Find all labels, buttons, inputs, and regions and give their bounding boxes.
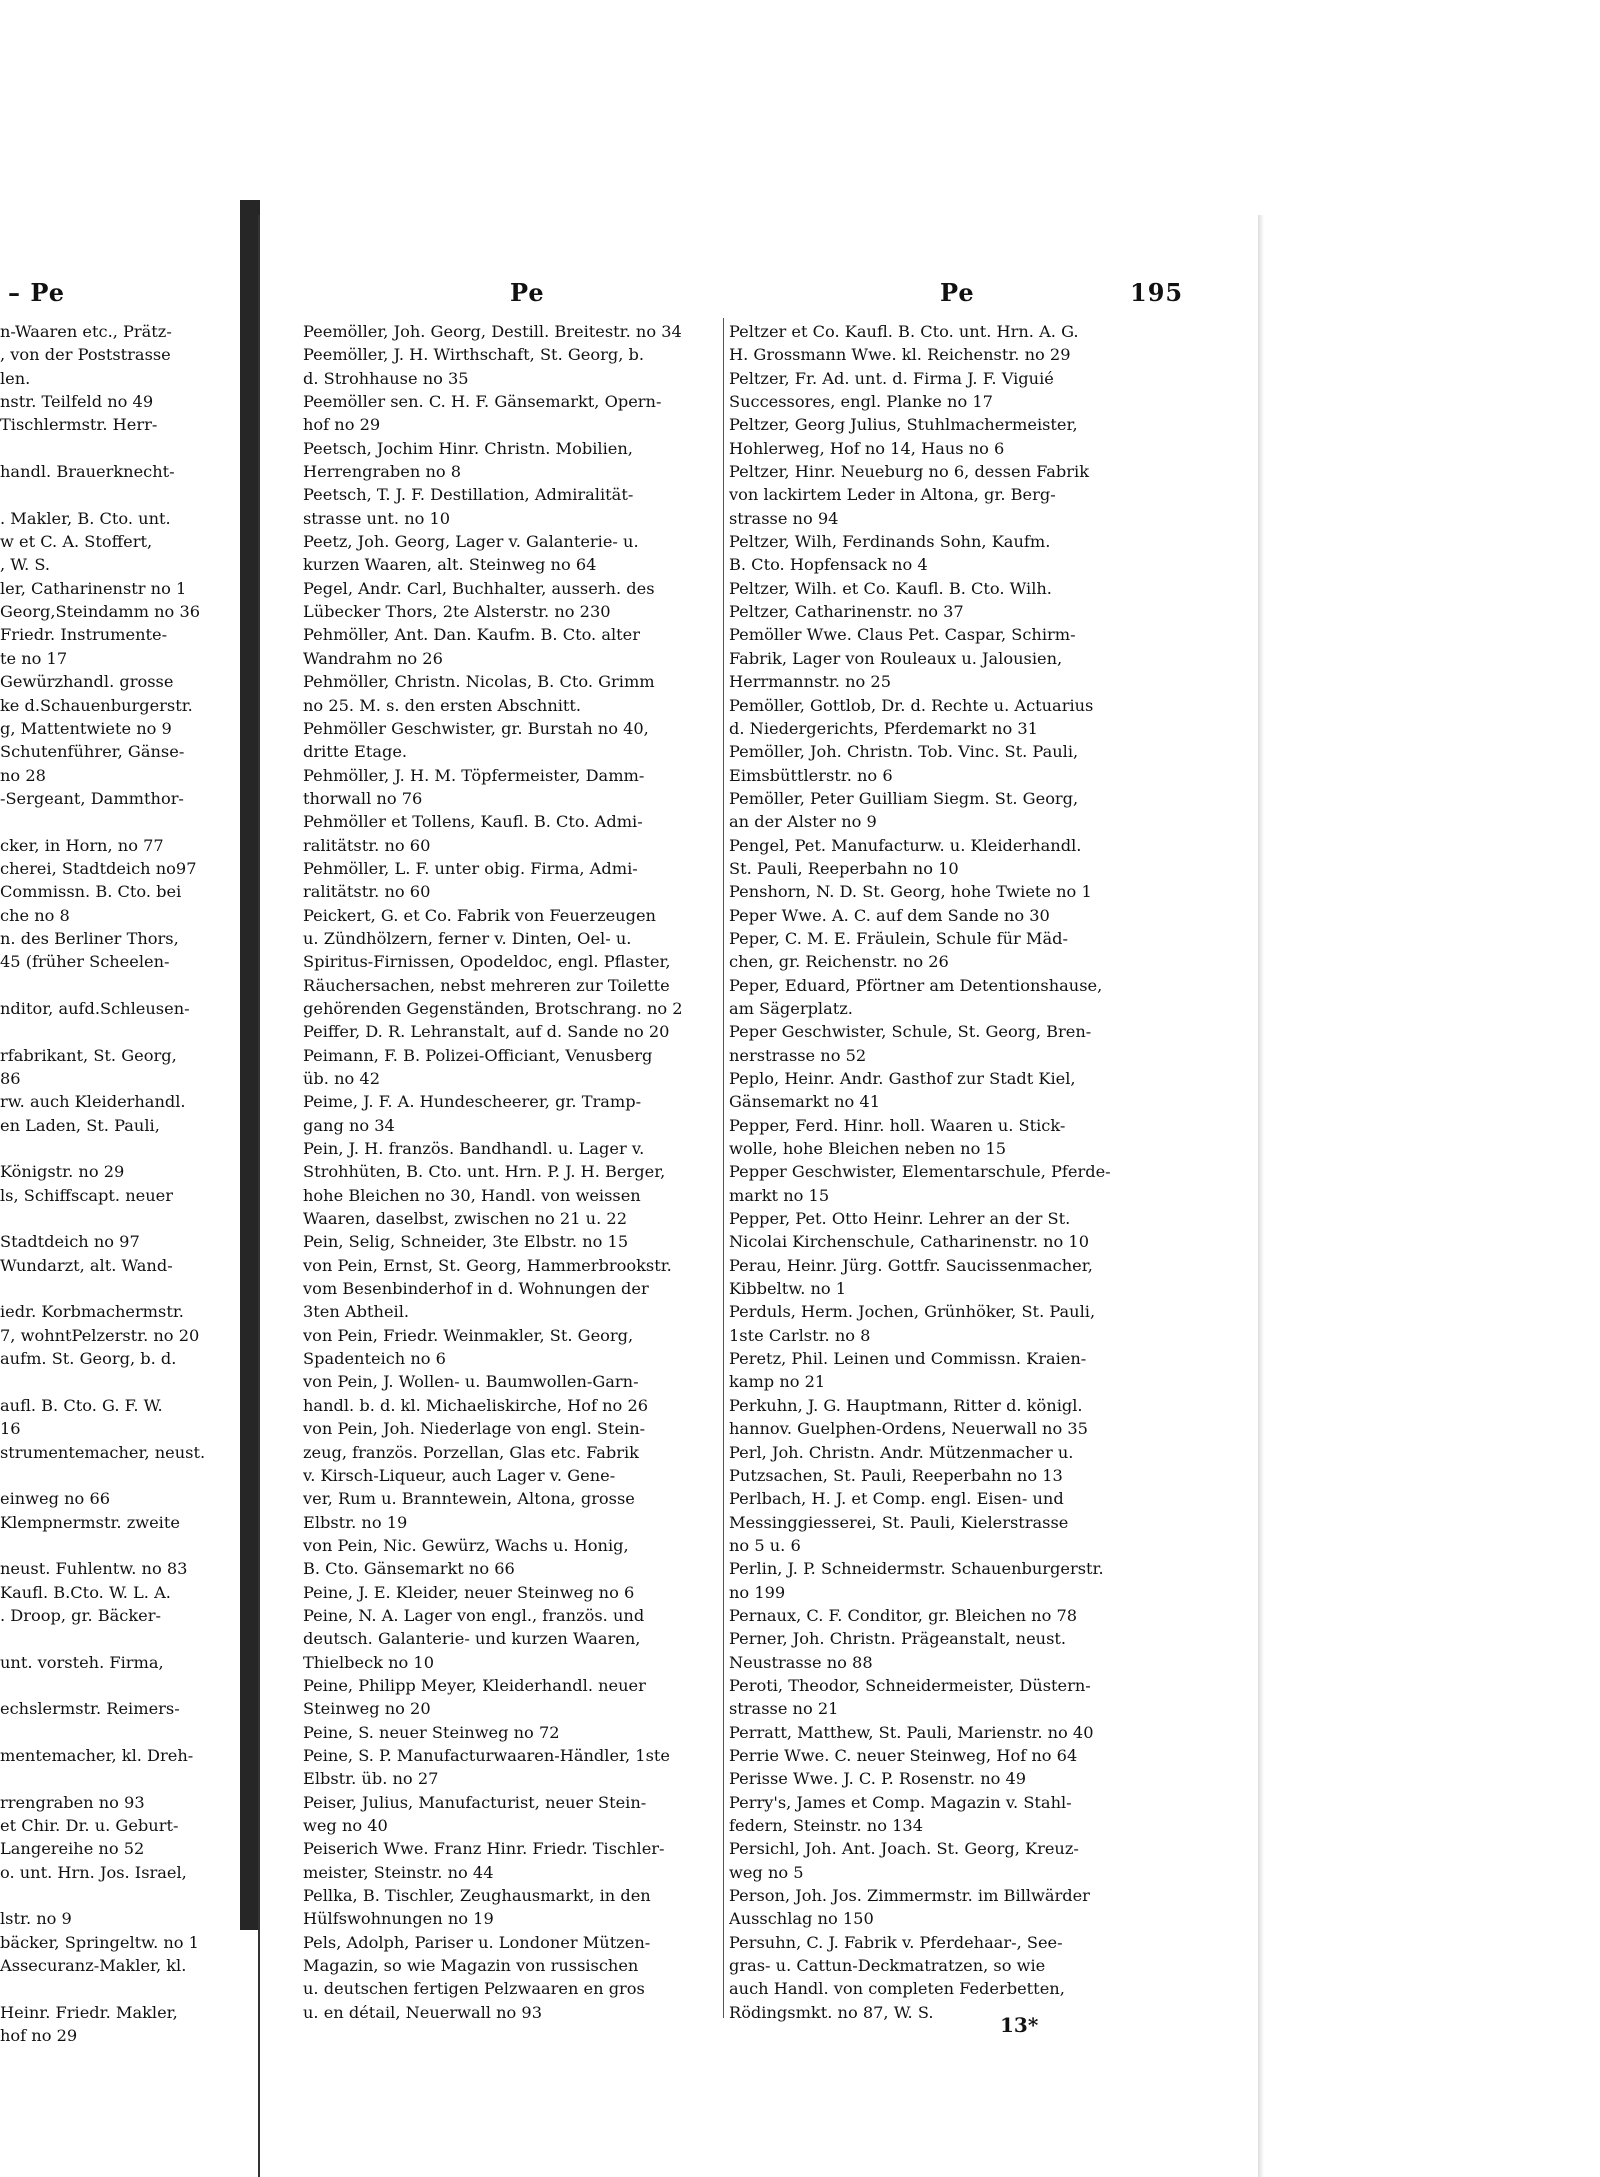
directory-line: Peltzer, Wilh, Ferdinands Sohn, Kaufm. (729, 532, 1051, 552)
directory-line: Spiritus-Firnissen, Opodeldoc, engl. Pflaster, (303, 952, 671, 972)
directory-line: 86 (0, 1069, 21, 1088)
directory-line: Perduls, Herm. Jochen, Grünhöker, St. Pauli, (729, 1302, 1096, 1322)
directory-line: meister, Steinstr. no 44 (303, 1862, 494, 1882)
directory-line: Peemöller, Joh. Georg, Destill. Breitestr. no 34 (303, 322, 682, 341)
directory-line: no 199 (729, 1582, 786, 1602)
directory-line: aufm. St. Georg, b. d. (0, 1349, 177, 1369)
directory-line: d. Strohhause no 35 (303, 368, 469, 388)
directory-line: Gewürzhandl. grosse (0, 672, 174, 692)
directory-line: bäcker, Springeltw. no 1 (0, 1932, 199, 1952)
directory-line: Perlin, J. P. Schneidermstr. Schauenburgerstr. (729, 1559, 1104, 1579)
directory-line: Rödingsmkt. no 87, W. S. (729, 2002, 934, 2022)
directory-line: Pepper Geschwister, Elementarschule, Pferde- (729, 1162, 1111, 1182)
signature-mark: 13* (1000, 2013, 1039, 2037)
directory-line (0, 974, 232, 997)
directory-line: Peplo, Heinr. Andr. Gasthof zur Stadt Kiel, (729, 1069, 1076, 1088)
directory-line: Königstr. no 29 (0, 1162, 125, 1182)
directory-line (0, 1977, 232, 2000)
directory-line (0, 810, 232, 833)
directory-line: ralitätstr. no 60 (303, 882, 431, 902)
directory-line: ler, Catharinenstr no 1 (0, 578, 187, 598)
directory-line: Heinr. Friedr. Makler, (0, 2002, 178, 2022)
directory-line: wolle, hohe Bleichen neben no 15 (729, 1139, 1007, 1159)
page-edge (1258, 215, 1264, 2177)
directory-line: Pengel, Pet. Manufacturw. u. Kleiderhandl. (729, 835, 1082, 855)
directory-line (0, 1767, 232, 1790)
directory-line: u. en détail, Neuerwall no 93 (303, 2002, 543, 2022)
directory-line: Fabrik, Lager von Rouleaux u. Jalousien, (729, 648, 1063, 668)
directory-line: Perau, Heinr. Jürg. Gottfr. Saucissenmacher, (729, 1255, 1093, 1275)
directory-line: Perrie Wwe. C. neuer Steinweg, Hof no 64 (729, 1745, 1078, 1765)
left-page-header: – Pe (8, 278, 66, 307)
directory-line: Klempnermstr. zweite (0, 1512, 180, 1532)
directory-line: von Pein, Nic. Gewürz, Wachs u. Honig, (303, 1535, 629, 1555)
directory-line: Pemöller, Joh. Christn. Tob. Vinc. St. Pauli, (729, 742, 1079, 762)
directory-line: v. Kirsch-Liqueur, auch Lager v. Gene- (303, 1465, 616, 1485)
directory-line: Peickert, G. et Co. Fabrik von Feuerzeugen (303, 905, 656, 925)
directory-line: Spadenteich no 6 (303, 1349, 446, 1369)
directory-line: rfabrikant, St. Georg, (0, 1045, 177, 1065)
directory-line: Lübecker Thors, 2te Alsterstr. no 230 (303, 602, 611, 622)
directory-line: strasse no 94 (729, 508, 839, 528)
directory-line: Peper Wwe. A. C. auf dem Sande no 30 (729, 905, 1050, 925)
directory-line: Peltzer, Georg Julius, Stuhlmachermeister, (729, 415, 1078, 435)
directory-line: kamp no 21 (729, 1372, 826, 1392)
directory-line: 45 (früher Scheelen- (0, 952, 170, 972)
directory-line (0, 1464, 232, 1487)
directory-line: che no 8 (0, 905, 70, 925)
middle-column-header: Pe (510, 278, 545, 307)
directory-line: Pein, J. H. französ. Bandhandl. u. Lager v. (303, 1139, 645, 1159)
directory-line (0, 1370, 232, 1393)
directory-line: nerstrasse no 52 (729, 1045, 867, 1065)
directory-line (0, 1137, 232, 1160)
book-gutter (240, 200, 260, 1930)
directory-line: weg no 5 (729, 1862, 804, 1882)
directory-line: Peiser, Julius, Manufacturist, neuer Stein- (303, 1792, 647, 1812)
directory-line: , von der Poststrasse (0, 345, 171, 365)
directory-line: strasse unt. no 10 (303, 508, 451, 528)
directory-line: 7, wohntPelzerstr. no 20 (0, 1325, 200, 1345)
directory-line: -Sergeant, Dammthor- (0, 788, 184, 808)
directory-line: Perl, Joh. Christn. Andr. Mützenmacher u. (729, 1442, 1074, 1462)
directory-line: Räuchersachen, nebst mehreren zur Toilette (303, 975, 670, 995)
directory-line: ver, Rum u. Branntewein, Altona, grosse (303, 1489, 635, 1509)
directory-line: o. unt. Hrn. Jos. Israel, (0, 1862, 187, 1882)
directory-line: Magazin, so wie Magazin von russischen (303, 1956, 639, 1976)
directory-line: no 5 u. 6 (729, 1535, 801, 1555)
directory-line: Perry's, James et Comp. Magazin v. Stahl- (729, 1792, 1072, 1812)
directory-line: Pemöller, Gottlob, Dr. d. Rechte u. Actuarius (729, 695, 1094, 715)
directory-line: en Laden, St. Pauli, (0, 1115, 160, 1135)
directory-line: Georg,Steindamm no 36 (0, 602, 201, 622)
directory-line: Pernaux, C. F. Conditor, gr. Bleichen no 78 (729, 1605, 1078, 1625)
directory-line: 3ten Abtheil. (303, 1302, 410, 1322)
directory-line: Peiserich Wwe. Franz Hinr. Friedr. Tischler- (303, 1839, 665, 1859)
directory-line: 1ste Carlstr. no 8 (729, 1325, 871, 1345)
directory-line: Elbstr. no 19 (303, 1512, 408, 1532)
directory-line: ke d.Schauenburgerstr. (0, 695, 193, 715)
column-divider (723, 318, 724, 2018)
directory-line: gehörenden Gegenständen, Brotschrang. no 2 (303, 998, 683, 1018)
directory-line: rw. auch Kleiderhandl. (0, 1092, 186, 1112)
directory-line: Tischlermstr. Herr- (0, 415, 158, 435)
directory-line: Peemöller, J. H. Wirthschaft, St. Georg, b. (303, 345, 645, 365)
directory-line: Pemöller, Peter Guilliam Siegm. St. Georg, (729, 788, 1079, 808)
directory-line: n-Waaren etc., Prätz- (0, 322, 172, 341)
directory-line: Peretz, Phil. Leinen und Commissn. Kraien- (729, 1349, 1087, 1369)
directory-line: weg no 40 (303, 1816, 388, 1835)
directory-line: Persichl, Joh. Ant. Joach. St. Georg, Kreuz- (729, 1839, 1079, 1859)
directory-line: Pehmöller et Tollens, Kaufl. B. Cto. Admi- (303, 812, 643, 832)
directory-line: dritte Etage. (303, 742, 408, 762)
directory-line: Peemöller sen. C. H. F. Gänsemarkt, Opern- (303, 392, 662, 412)
directory-line: Peine, S. neuer Steinweg no 72 (303, 1722, 560, 1742)
directory-line: Peltzer et Co. Kaufl. B. Cto. unt. Hrn. A. G. (729, 322, 1079, 341)
directory-line: Hülfswohnungen no 19 (303, 1909, 494, 1929)
directory-line: iedr. Korbmachermstr. (0, 1302, 184, 1322)
directory-line: Perratt, Matthew, St. Pauli, Marienstr. no 40 (729, 1722, 1094, 1742)
directory-line: B. Cto. Gänsemarkt no 66 (303, 1559, 515, 1579)
directory-line: markt no 15 (729, 1185, 830, 1205)
directory-line: Peltzer, Catharinenstr. no 37 (729, 602, 964, 622)
directory-line: Langereihe no 52 (0, 1839, 145, 1859)
directory-line: chen, gr. Reichenstr. no 26 (729, 952, 949, 972)
directory-line: Peltzer, Wilh. et Co. Kaufl. B. Cto. Wilh. (729, 578, 1052, 598)
directory-line: Peime, J. F. A. Hundescheerer, gr. Tramp- (303, 1092, 642, 1112)
directory-line: an der Alster no 9 (729, 812, 877, 832)
directory-line: St. Pauli, Reeperbahn no 10 (729, 858, 959, 878)
directory-line: g, Mattentwiete no 9 (0, 718, 172, 738)
directory-line: Peine, J. E. Kleider, neuer Steinweg no 6 (303, 1582, 635, 1602)
directory-line: gras- u. Cattun-Deckmatratzen, so wie (729, 1956, 1046, 1976)
directory-line: von Pein, Friedr. Weinmakler, St. Georg, (303, 1325, 634, 1345)
directory-line: von lackirtem Leder in Altona, gr. Berg- (729, 485, 1056, 505)
directory-line: Kaufl. B.Cto. W. L. A. (0, 1582, 171, 1602)
directory-line (0, 1721, 232, 1744)
directory-line: Persuhn, C. J. Fabrik v. Pferdehaar-, See- (729, 1932, 1063, 1952)
directory-line: deutsch. Galanterie- und kurzen Waaren, (303, 1629, 641, 1649)
directory-line: auch Handl. von completen Federbetten, (729, 1979, 1065, 1999)
directory-line: Perner, Joh. Christn. Prägeanstalt, neust. (729, 1629, 1067, 1649)
directory-line: u. deutschen fertigen Pelzwaaren en gros (303, 1979, 645, 1999)
directory-line: Person, Joh. Jos. Zimmermstr. im Billwärder (729, 1886, 1090, 1906)
directory-line: Putzsachen, St. Pauli, Reeperbahn no 13 (729, 1465, 1063, 1485)
directory-line: B. Cto. Hopfensack no 4 (729, 555, 928, 575)
directory-line: hof no 29 (0, 2026, 78, 2046)
directory-line: Perisse Wwe. J. C. P. Rosenstr. no 49 (729, 1769, 1027, 1789)
directory-line: Hohlerweg, Hof no 14, Haus no 6 (729, 438, 1005, 458)
directory-line: Nicolai Kirchenschule, Catharinenstr. no 10 (729, 1232, 1090, 1252)
directory-line: ls, Schiffscapt. neuer (0, 1185, 173, 1205)
directory-line (0, 1534, 232, 1557)
directory-line: no 25. M. s. den ersten Abschnitt. (303, 695, 582, 715)
directory-line: rrengraben no 93 (0, 1792, 145, 1812)
directory-line (0, 1207, 232, 1230)
directory-line: Thielbeck no 10 (303, 1652, 435, 1672)
directory-line: Peetz, Joh. Georg, Lager v. Galanterie- u. (303, 532, 639, 552)
directory-line: Peine, Philipp Meyer, Kleiderhandl. neuer (303, 1675, 646, 1695)
directory-line: Eimsbüttlerstr. no 6 (729, 765, 893, 785)
directory-line: handl. Brauerknecht- (0, 462, 175, 482)
directory-line: 16 (0, 1419, 21, 1439)
directory-line: cherei, Stadtdeich no97 (0, 858, 197, 878)
directory-line: lstr. no 9 (0, 1909, 72, 1929)
directory-line (0, 483, 232, 506)
directory-line: len. (0, 368, 31, 388)
directory-line: unt. vorsteh. Firma, (0, 1652, 164, 1672)
directory-line (0, 1277, 232, 1300)
directory-line: Peroti, Theodor, Schneidermeister, Düstern- (729, 1675, 1091, 1695)
right-column-entries (729, 320, 1179, 2024)
directory-line: . Droop, gr. Bäcker- (0, 1605, 161, 1625)
directory-line: Pehmöller, L. F. unter obig. Firma, Admi- (303, 858, 638, 878)
directory-line: hohe Bleichen no 30, Handl. von weissen (303, 1185, 641, 1205)
directory-line: Peine, S. P. Manufacturwaaren-Händler, 1ste (303, 1745, 670, 1765)
directory-line: Assecuranz-Makler, kl. (0, 1956, 187, 1976)
directory-line: Pepper, Pet. Otto Heinr. Lehrer an der St. (729, 1209, 1071, 1229)
directory-line: Steinweg no 20 (303, 1699, 431, 1719)
directory-line: einweg no 66 (0, 1489, 111, 1509)
directory-line: Pein, Selig, Schneider, 3te Elbstr. no 15 (303, 1232, 629, 1252)
directory-line: d. Niedergerichts, Pferdemarkt no 31 (729, 718, 1038, 738)
directory-line: Friedr. Instrumente- (0, 625, 168, 645)
directory-line: Gänsemarkt no 41 (729, 1092, 881, 1112)
directory-line (0, 437, 232, 460)
directory-line: Pellka, B. Tischler, Zeughausmarkt, in den (303, 1886, 651, 1906)
directory-line: w et C. A. Stoffert, (0, 532, 153, 552)
right-column-header: Pe (940, 278, 975, 307)
directory-line: Pemöller Wwe. Claus Pet. Caspar, Schirm- (729, 625, 1076, 645)
directory-line: Pehmöller Geschwister, gr. Burstah no 40, (303, 718, 649, 738)
directory-line: n. des Berliner Thors, (0, 928, 179, 948)
directory-line: Pegel, Andr. Carl, Buchhalter, ausserh. des (303, 578, 655, 598)
directory-line: kurzen Waaren, alt. Steinweg no 64 (303, 555, 597, 575)
directory-line: vom Besenbinderhof in d. Wohnungen der (303, 1279, 649, 1299)
directory-line: Stadtdeich no 97 (0, 1232, 140, 1252)
directory-line: üb. no 42 (303, 1069, 380, 1088)
directory-line: Elbstr. üb. no 27 (303, 1769, 439, 1789)
directory-line: Peetsch, T. J. F. Destillation, Admiralität- (303, 485, 634, 505)
directory-line: gang no 34 (303, 1115, 395, 1135)
directory-line: strasse no 21 (729, 1699, 839, 1719)
directory-line: et Chir. Dr. u. Geburt- (0, 1816, 179, 1835)
directory-line (0, 1020, 232, 1043)
directory-line: federn, Steinstr. no 134 (729, 1816, 924, 1835)
directory-line: Peper, C. M. E. Fräulein, Schule für Mäd- (729, 928, 1068, 948)
directory-line (0, 1674, 232, 1697)
directory-line: handl. b. d. kl. Michaeliskirche, Hof no 26 (303, 1395, 649, 1415)
directory-line: Peper Geschwister, Schule, St. Georg, Bren- (729, 1022, 1092, 1042)
directory-line: neust. Fuhlentw. no 83 (0, 1559, 188, 1579)
directory-line: Peetsch, Jochim Hinr. Christn. Mobilien, (303, 438, 633, 458)
directory-line: thorwall no 76 (303, 788, 423, 808)
directory-line: Herrmannstr. no 25 (729, 672, 892, 692)
directory-line: cker, in Horn, no 77 (0, 835, 164, 855)
middle-column-entries (303, 320, 733, 2024)
directory-line: Strohhüten, B. Cto. unt. Hrn. P. J. H. Berger, (303, 1162, 666, 1182)
directory-line: te no 17 (0, 648, 68, 668)
directory-line: hannov. Guelphen-Ordens, Neuerwall no 35 (729, 1419, 1088, 1439)
directory-line: . Makler, B. Cto. unt. (0, 508, 171, 528)
directory-line: Peimann, F. B. Polizei-Officiant, Venusberg (303, 1045, 653, 1065)
directory-line: von Pein, Joh. Niederlage von engl. Stein- (303, 1419, 646, 1439)
directory-line: aufl. B. Cto. G. F. W. (0, 1395, 163, 1415)
directory-line: von Pein, Ernst, St. Georg, Hammerbrookstr. (303, 1255, 672, 1275)
directory-line: Peiffer, D. R. Lehranstalt, auf d. Sande no 20 (303, 1022, 670, 1042)
directory-line: Peltzer, Fr. Ad. unt. d. Firma J. F. Viguié (729, 368, 1054, 388)
directory-line: H. Grossmann Wwe. kl. Reichenstr. no 29 (729, 345, 1071, 365)
directory-line: Schutenführer, Gänse- (0, 742, 185, 762)
directory-line: Perkuhn, J. G. Hauptmann, Ritter d. königl. (729, 1395, 1083, 1415)
directory-line: u. Zündhölzern, ferner v. Dinten, Oel- u. (303, 928, 632, 948)
directory-line: Waaren, daselbst, zwischen no 21 u. 22 (303, 1209, 627, 1229)
directory-line: Penshorn, N. D. St. Georg, hohe Twiete no 1 (729, 882, 1092, 902)
directory-line: Pehmöller, Ant. Dan. Kaufm. B. Cto. alter (303, 625, 640, 645)
directory-line: echslermstr. Reimers- (0, 1699, 180, 1719)
directory-line: mentemacher, kl. Dreh- (0, 1745, 194, 1765)
directory-line: Neustrasse no 88 (729, 1652, 873, 1672)
directory-line: strumentemacher, neust. (0, 1442, 206, 1462)
directory-line: Ausschlag no 150 (729, 1909, 874, 1929)
directory-line: Wundarzt, alt. Wand- (0, 1255, 173, 1275)
directory-line: ralitätstr. no 60 (303, 835, 431, 855)
directory-line: Peltzer, Hinr. Neueburg no 6, dessen Fabrik (729, 462, 1090, 482)
directory-line: Peper, Eduard, Pförtner am Detentionshause, (729, 975, 1103, 995)
directory-line: Successores, engl. Planke no 17 (729, 392, 993, 412)
directory-line (0, 1627, 232, 1650)
directory-line: no 28 (0, 765, 46, 785)
directory-line: zeug, französ. Porzellan, Glas etc. Fabrik (303, 1442, 639, 1462)
directory-line: Pehmöller, J. H. M. Töpfermeister, Damm- (303, 765, 645, 785)
directory-line: nstr. Teilfeld no 49 (0, 392, 154, 412)
directory-line: Messinggiesserei, St. Pauli, Kielerstrasse (729, 1512, 1069, 1532)
directory-line: Kibbeltw. no 1 (729, 1279, 847, 1299)
directory-line: hof no 29 (303, 415, 381, 435)
directory-line: Pehmöller, Christn. Nicolas, B. Cto. Grimm (303, 672, 655, 692)
directory-line: Peine, N. A. Lager von engl., französ. und (303, 1605, 645, 1625)
directory-line: Pels, Adolph, Pariser u. Londoner Mützen- (303, 1932, 651, 1952)
directory-line: Pepper, Ferd. Hinr. holl. Waaren u. Stick- (729, 1115, 1066, 1135)
directory-line: am Sägerplatz. (729, 998, 853, 1018)
page-number: 195 (1130, 278, 1184, 307)
left-page-entries (0, 320, 232, 2047)
directory-line: Perlbach, H. J. et Comp. engl. Eisen- und (729, 1489, 1064, 1509)
directory-line: Herrengraben no 8 (303, 462, 462, 482)
directory-line: nditor, aufd.Schleusen- (0, 998, 190, 1018)
directory-line: von Pein, J. Wollen- u. Baumwollen-Garn- (303, 1372, 639, 1392)
directory-line: , W. S. (0, 555, 51, 575)
directory-line (0, 1884, 232, 1907)
directory-line: Commissn. B. Cto. bei (0, 882, 182, 902)
directory-line: Wandrahm no 26 (303, 648, 443, 668)
